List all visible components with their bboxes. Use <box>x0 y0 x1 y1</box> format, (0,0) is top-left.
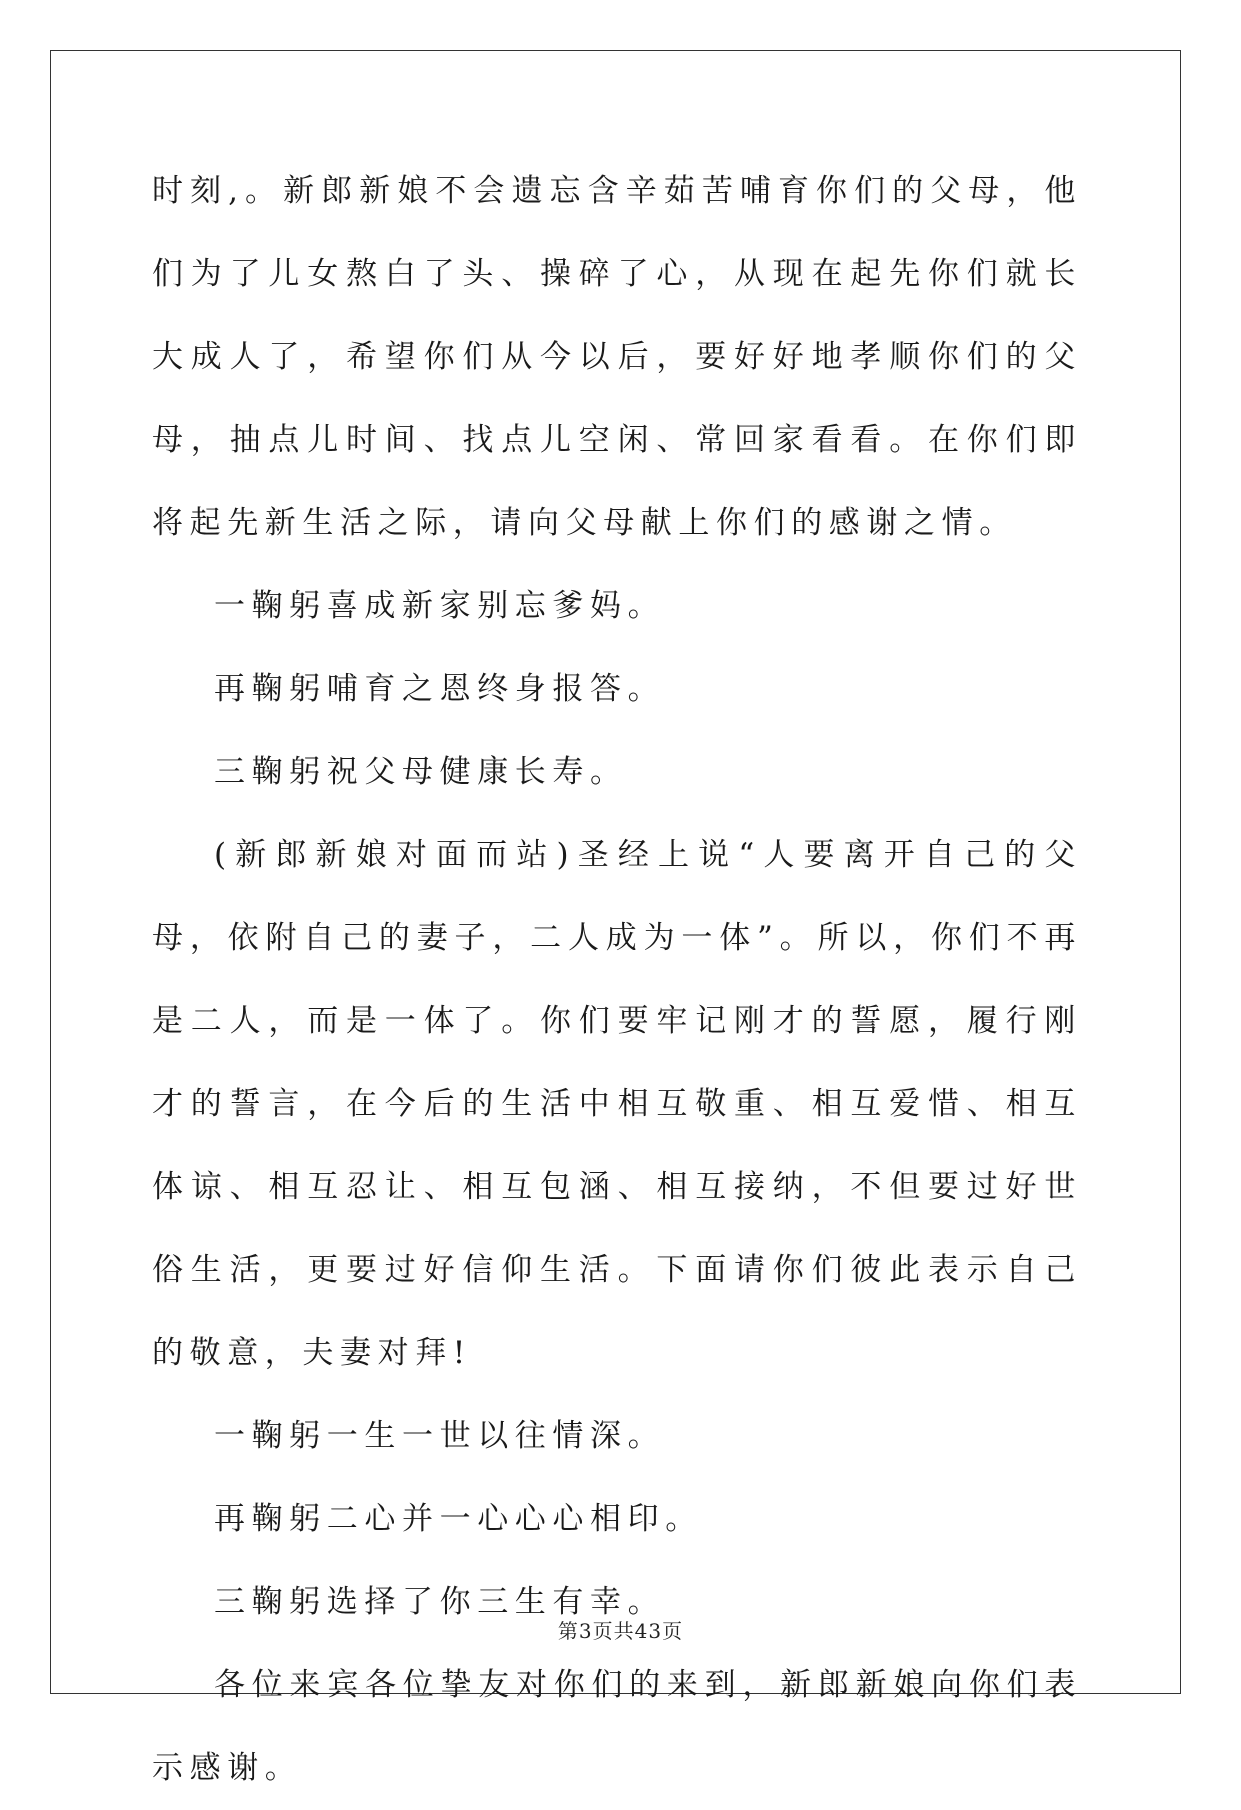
paragraph-2: 一鞠躬喜成新家别忘爹妈。 <box>214 588 666 624</box>
paragraph-1: 时刻,。新郎新娘不会遗忘含辛茹苦哺育你们的父母，他们为了儿女熬白了头、操碎了心，从现在起先你们就长大成人了，希望你们从今以后，要好好地孝顺你们的父母，抽点儿时间、找点儿空闲、常回家看看。在你们即将起先新生活之际，请向父母献上你们的感谢之情。 <box>152 173 1082 541</box>
paragraph-6: 一鞠躬一生一世以往情深。 <box>214 1418 666 1454</box>
paragraph-4: 三鞠躬祝父母健康长寿。 <box>214 754 628 790</box>
document-body <box>152 150 1082 1810</box>
paragraph-3: 再鞠躬哺育之恩终身报答。 <box>214 671 666 707</box>
paragraph-5: (新郎新娘对面而站)圣经上说“人要离开自己的父母，依附自己的妻子，二人成为一体”。所以，你们不再是二人，而是一体了。你们要牢记刚才的誓愿，履行刚才的誓言，在今后的生活中相互敬重、相互爱惜、相互体谅、相互忍让、相互包涵、相互接纳，不但要过好世俗生活，更要过好信仰生活。下面请你们彼此表示自己的敬意，夫妻对拜! <box>152 837 1082 1371</box>
page-number: 第3页 <box>557 1619 614 1643</box>
paragraph-9: 各位来宾各位挚友对你们的来到，新郎新娘向你们表示感谢。 <box>152 1667 1082 1786</box>
paragraph-7: 再鞠躬二心并一心心心相印。 <box>214 1501 703 1537</box>
paragraph-8: 三鞠躬选择了你三生有幸。 <box>214 1584 666 1620</box>
page-footer <box>0 1615 1241 1644</box>
page-total: 共43页 <box>613 1619 684 1643</box>
